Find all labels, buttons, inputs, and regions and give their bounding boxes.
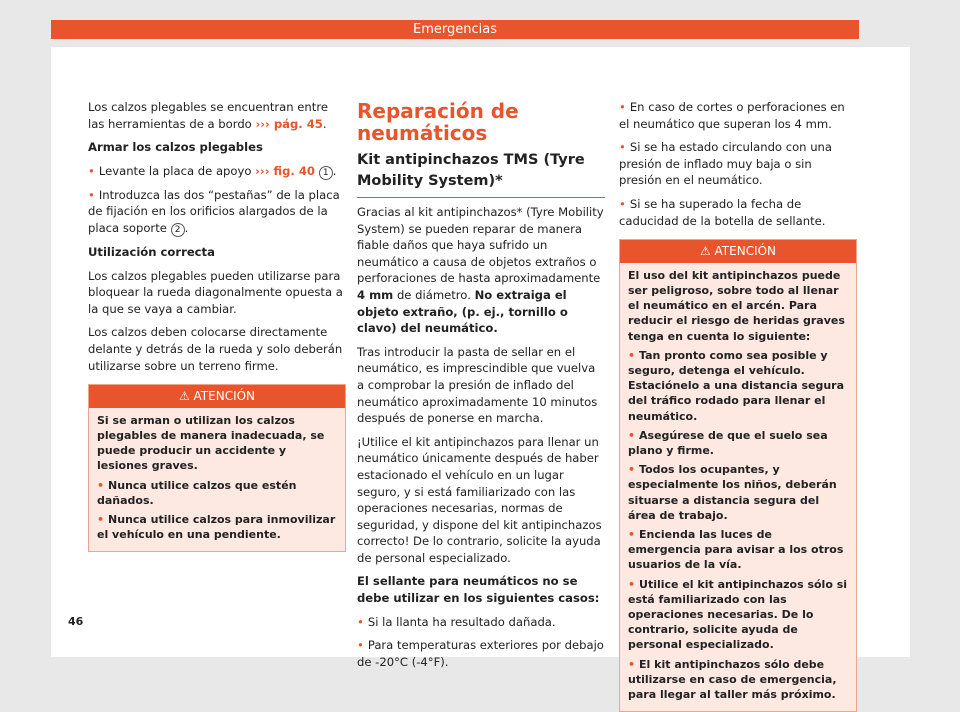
- step-1: • Levante la placa de apoyo ››› fig. 40 1 .: [88, 163, 346, 180]
- case-item: • Para temperaturas exteriores por debajo de -20°C (-4°F).: [357, 637, 605, 670]
- section-title: Reparación de neumáticos: [357, 99, 519, 145]
- warning-body: [89, 408, 345, 552]
- step-2: • Introduzca las dos “pestañas” de la placa de fijación en los orificios alargados de la placa soporte 2 .: [88, 187, 346, 237]
- case-item: • En caso de cortes o perforaciones en el neumático que superan los 4 mm.: [619, 99, 857, 132]
- armar-heading: Armar los calzos plegables: [88, 140, 263, 155]
- warning-text: El uso del kit antipinchazos puede ser peligroso, sobre todo al llenar el neumático en el arcén. Para reducir el riesgo de heridas graves tenga en cuenta lo siguiente:: [628, 268, 845, 343]
- section-header: Emergencias: [51, 20, 859, 39]
- warning-header: [89, 385, 345, 408]
- warning-box: [88, 384, 346, 552]
- intro-paragraph: Los calzos plegables se encuentran entre las herramientas de a bordo ››› pág. 45.: [88, 100, 328, 131]
- warning-header: [620, 240, 856, 263]
- warning-body: [620, 263, 856, 711]
- sellante-heading: El sellante para neumáticos no se debe utilizar en los siguientes casos:: [357, 574, 600, 606]
- kit-paragraph-3: ¡Utilice el kit antipinchazos para llenar un neumático únicamente después de haber estacionado el vehículo en un lugar seguro, y si está familiarizado con las operaciones necesarias, normas de seguridad, y dispone del kit antipinchazos correcto! De lo contrario, solicite la ayuda de personal especializado.: [357, 434, 602, 565]
- warning-item: • Nunca utilice calzos que estén dañados.: [97, 478, 337, 508]
- warning-item: • Todos los ocupantes, y especialmente los niños, deberán situarse a distancia segura del área de trabajo.: [628, 462, 848, 523]
- util-paragraph-2: Los calzos deben colocarse directamente delante y detrás de la rueda y solo deberán utilizarse sobre un terreno firme.: [88, 325, 343, 373]
- warning-item: • Encienda las luces de emergencia para avisar a los otros usuarios de la vía.: [628, 527, 848, 573]
- warning-item: • Nunca utilice calzos para inmovilizar el vehículo en una pendiente.: [97, 512, 337, 542]
- warning-text: Si se arman o utilizan los calzos plegables de manera inadecuada, se puede producir un accidente y lesiones graves.: [97, 413, 325, 473]
- warning-box: [619, 239, 857, 712]
- warning-item: • El kit antipinchazos sólo debe utilizarse en caso de emergencia, para llegar al taller más próximo.: [628, 657, 848, 703]
- callout-1: 1: [319, 166, 333, 180]
- kit-paragraph-1: Gracias al kit antipinchazos* (Tyre Mobility System) se pueden reparar de manera fiable daños que haya sufrido un neumático a causa de objetos extraños o perforaciones de hasta aproximadamente 4 mm de diámetro. No extraiga el objeto extraño, (p. ej., tornillo o clavo) del neumático.: [357, 205, 604, 336]
- manual-page: [51, 47, 910, 702]
- warning-title: ATENCIÓN: [714, 244, 777, 259]
- warning-triangle-icon: ⚠: [178, 389, 190, 404]
- case-item: • Si se ha estado circulando con una presión de inflado muy baja o sin presión en el neumático.: [619, 139, 857, 189]
- warning-item: • Utilice el kit antipinchazos sólo si está familiarizado con las operaciones necesarias. De lo contrario, solicite ayuda de personal especializado.: [628, 577, 848, 653]
- case-item: • Si la llanta ha resultado dañada.: [357, 614, 605, 631]
- util-paragraph-1: Los calzos plegables pueden utilizarse para bloquear la rueda diagonalmente opuesta a la que se vaya a cambiar.: [88, 268, 343, 316]
- callout-2: 2: [171, 223, 185, 237]
- page-ref-link[interactable]: ››› pág. 45: [255, 116, 323, 131]
- warning-item: • Asegúrese de que el suelo sea plano y firme.: [628, 428, 848, 458]
- column-right: [619, 99, 857, 712]
- util-heading: Utilización correcta: [88, 244, 215, 259]
- page-number: 46: [68, 615, 84, 628]
- kit-paragraph-2: Tras introducir la pasta de sellar en el neumático, es imprescindible que vuelva a comprobar la presión de inflado del neumático aproximadamente 10 minutos después de ponerse en marcha.: [357, 344, 598, 426]
- case-item: • Si se ha superado la fecha de caducidad de la botella de sellante.: [619, 196, 857, 229]
- warning-item: • Tan pronto como sea posible y seguro, detenga el vehículo. Estaciónelo a una distancia segura del tráfico rodado para llenar el neumático.: [628, 348, 848, 424]
- column-middle: [357, 99, 605, 677]
- warning-title: ATENCIÓN: [193, 389, 256, 404]
- subsection-title: Kit antipinchazos TMS (Tyre Mobility System)*: [357, 150, 605, 198]
- fig-ref-link[interactable]: ››› fig. 40: [255, 163, 315, 178]
- warning-triangle-icon: ⚠: [699, 244, 711, 259]
- column-left: [88, 99, 346, 552]
